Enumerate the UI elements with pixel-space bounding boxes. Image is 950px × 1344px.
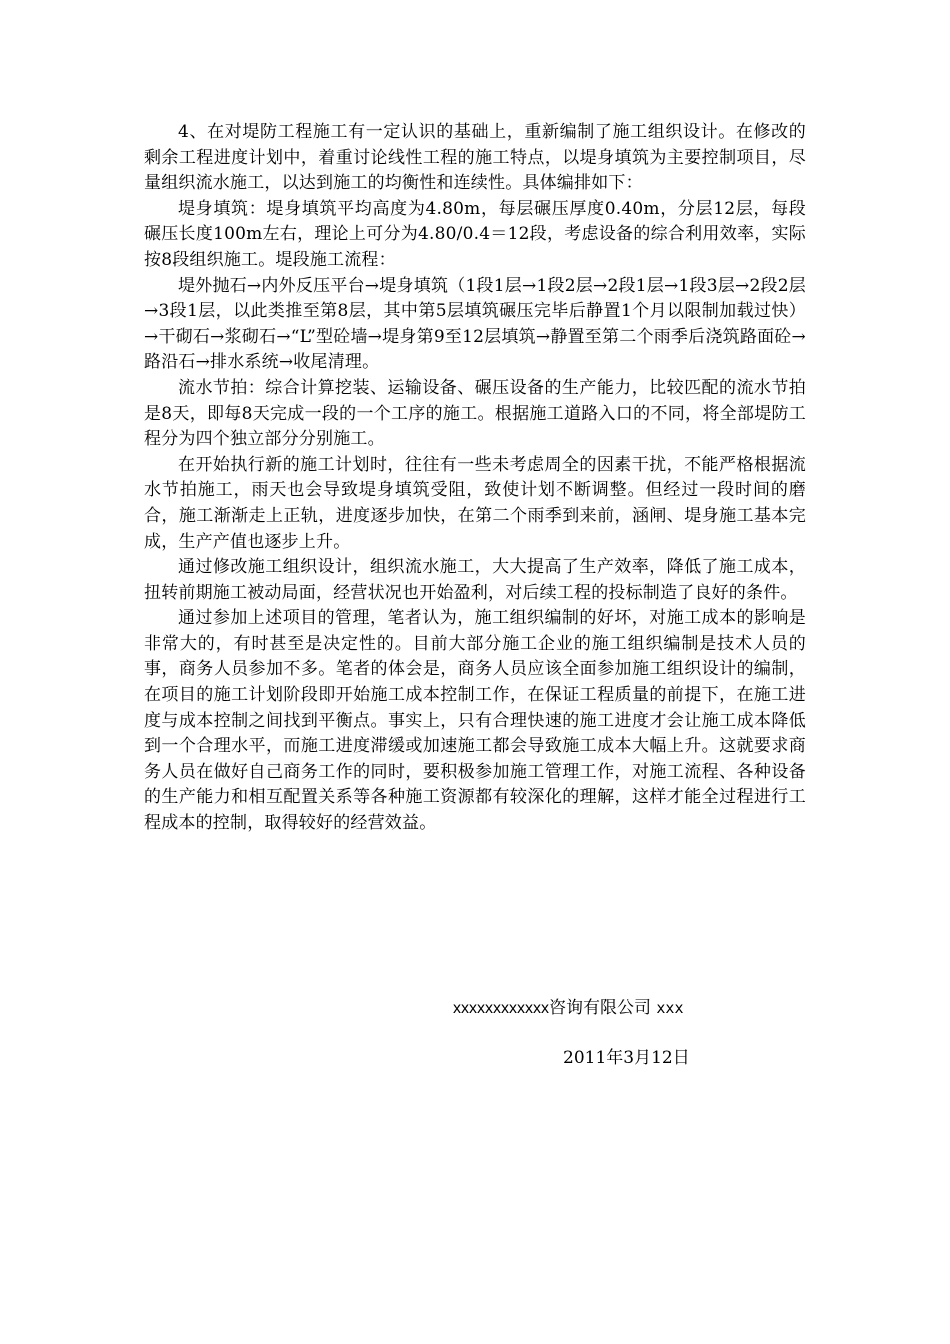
paragraph-flow-rhythm: 流水节拍：综合计算挖装、运输设备、碾压设备的生产能力，比较匹配的流水节拍是8天，即每8天完成一段的一个工序的施工。根据施工道路入口的不同，将全部堤防工程分为四个独立部分分别施工。 <box>144 377 806 450</box>
paragraph-embankment-filling: 堤身填筑：堤身填筑平均高度为4.80m，每层碾压厚度0.40m，分层12层，每段碾压长度100m左右，理论上可分为4.80/0.4＝12段，考虑设备的综合利用效率，实际按8段组织施工。堤段施工流程： <box>144 198 806 270</box>
paragraph-construction-flow: 堤外抛石→内外反压平台→堤身填筑（1段1层→1段2层→2段1层→1段3层→2段2层→3段1层，以此类推至第8层，其中第5层填筑碾压完毕后静置1个月以限制加载过快）→干砌石→浆砌石→“L”型砼墙→堤身第9至12层填筑→静置至第二个雨季后浇筑路面砼→路沿石→排水系统→收尾清理。 <box>144 275 806 373</box>
signature-date: 2011年3月12日 <box>563 1048 690 1068</box>
paragraph-construction-design: 4、在对堤防工程施工有一定认识的基础上，重新编制了施工组织设计。在修改的剩余工程进度计划中，着重讨论线性工程的施工特点，以堤身填筑为主要控制项目，尽量组织流水施工，以达到施工的均衡性和连续性。具体编排如下： <box>144 122 806 194</box>
paragraph-conclusion: 通过参加上述项目的管理，笔者认为，施工组织编制的好坏，对施工成本的影响是非常大的，有时甚至是决定性的。目前大部分施工企业的施工组织编制是技术人员的事，商务人员参加不多。笔者的体会是，商务人员应该全面参加施工组织设计的编制，在项目的施工计划阶段即开始施工成本控制工作，在保证工程质量的前提下，在施工进度与成本控制之间找到平衡点。事实上，只有合理快速的施工进度才会让施工成本降低到一个合理水平，而施工进度滞缓或加速施工都会导致施工成本大幅上升。这就要求商务人员在做好自己商务工作的同时，要积极参加施工管理工作，对施工流程、各种设备的生产能力和相互配置关系等各种施工资源都有较深化的理解，这样才能全过程进行工程成本的控制，取得较好的经营效益。 <box>144 608 806 834</box>
company-name: 咨询有限公司 <box>549 998 651 1018</box>
paragraph-efficiency-result: 通过修改施工组织设计，组织流水施工，大大提高了生产效率，降低了施工成本，扭转前期施工被动局面，经营状况也开始盈利，对后续工程的投标制造了良好的条件。 <box>144 557 806 603</box>
paragraph-plan-execution: 在开始执行新的施工计划时，往往有一些未考虑周全的因素干扰，不能严格根据流水节拍施工，雨天也会导致堤身填筑受阻，致使计划不断调整。但经过一段时间的磨合，施工渐渐走上正轨，进度逐步加快，在第二个雨季到来前，涵闸、堤身施工基本完成，生产产值也逐步上升。 <box>144 454 806 552</box>
document-body <box>144 120 806 837</box>
company-prefix: xxxxxxxxxxxx <box>453 1000 549 1017</box>
company-signature <box>453 995 684 1022</box>
signature-author: xxx <box>656 999 684 1017</box>
signature-block <box>0 995 950 1115</box>
